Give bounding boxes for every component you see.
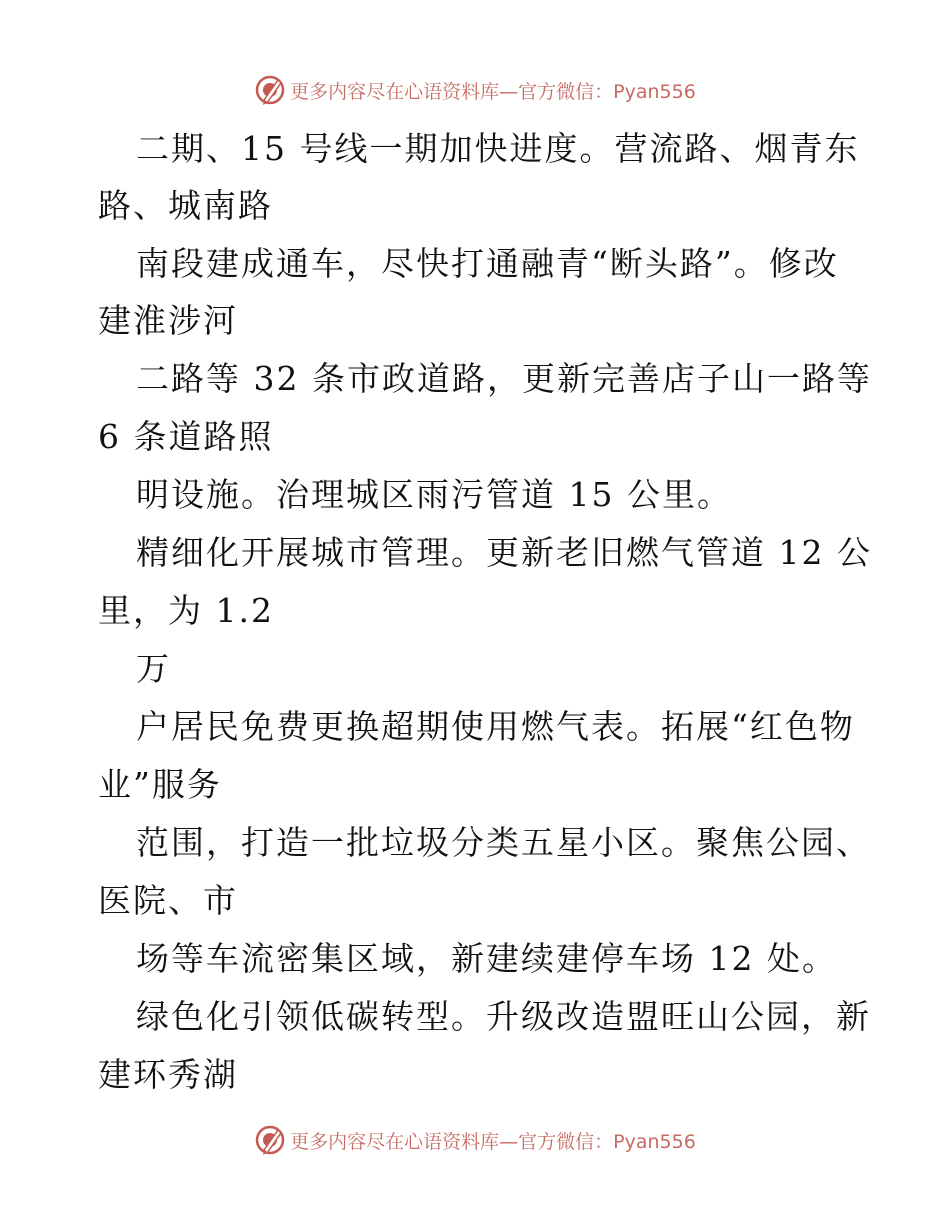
body-line: 路、城南路 bbox=[98, 186, 273, 225]
body-line: 精细化开展城市管理。更新老旧燃气管道 12 公 bbox=[136, 533, 872, 572]
body-line: 建环秀湖 bbox=[98, 1055, 238, 1094]
body-line: 业”服务 bbox=[98, 765, 222, 804]
body-line: 建淮涉河 bbox=[98, 301, 238, 340]
header-banner bbox=[0, 70, 950, 110]
body-line: 万 bbox=[136, 649, 171, 688]
body-line: 医院、市 bbox=[98, 881, 238, 920]
body-line: 户居民免费更换超期使用燃气表。拓展“红色物 bbox=[136, 707, 855, 746]
red-pen-emblem-icon bbox=[254, 74, 286, 106]
body-line: 二期、15 号线一期加快进度。营流路、烟青东 bbox=[136, 129, 860, 168]
body-line: 二路等 32 条市政道路，更新完善店子山一路等 bbox=[136, 359, 872, 398]
red-pen-emblem-icon bbox=[254, 1124, 286, 1156]
body-line: 南段建成通车，尽快打通融青“断头路”。修改 bbox=[136, 244, 839, 283]
body-line: 6 条道路照 bbox=[98, 417, 274, 456]
body-line: 场等车流密集区域，新建续建停车场 12 处。 bbox=[136, 939, 837, 978]
body-line: 明设施。治理城区雨污管道 15 公里。 bbox=[136, 475, 732, 514]
body-line: 里，为 1.2 bbox=[98, 591, 274, 630]
footer-banner bbox=[0, 1120, 950, 1160]
body-line: 绿色化引领低碳转型。升级改造盟旺山公园，新 bbox=[136, 997, 871, 1036]
footer-banner-text: 更多内容尽在心语资料库—官方微信：Pyan556 bbox=[290, 1130, 696, 1153]
body-line: 范围，打造一批垃圾分类五星小区。聚焦公园、 bbox=[136, 823, 871, 862]
header-banner-text: 更多内容尽在心语资料库—官方微信：Pyan556 bbox=[290, 80, 696, 103]
